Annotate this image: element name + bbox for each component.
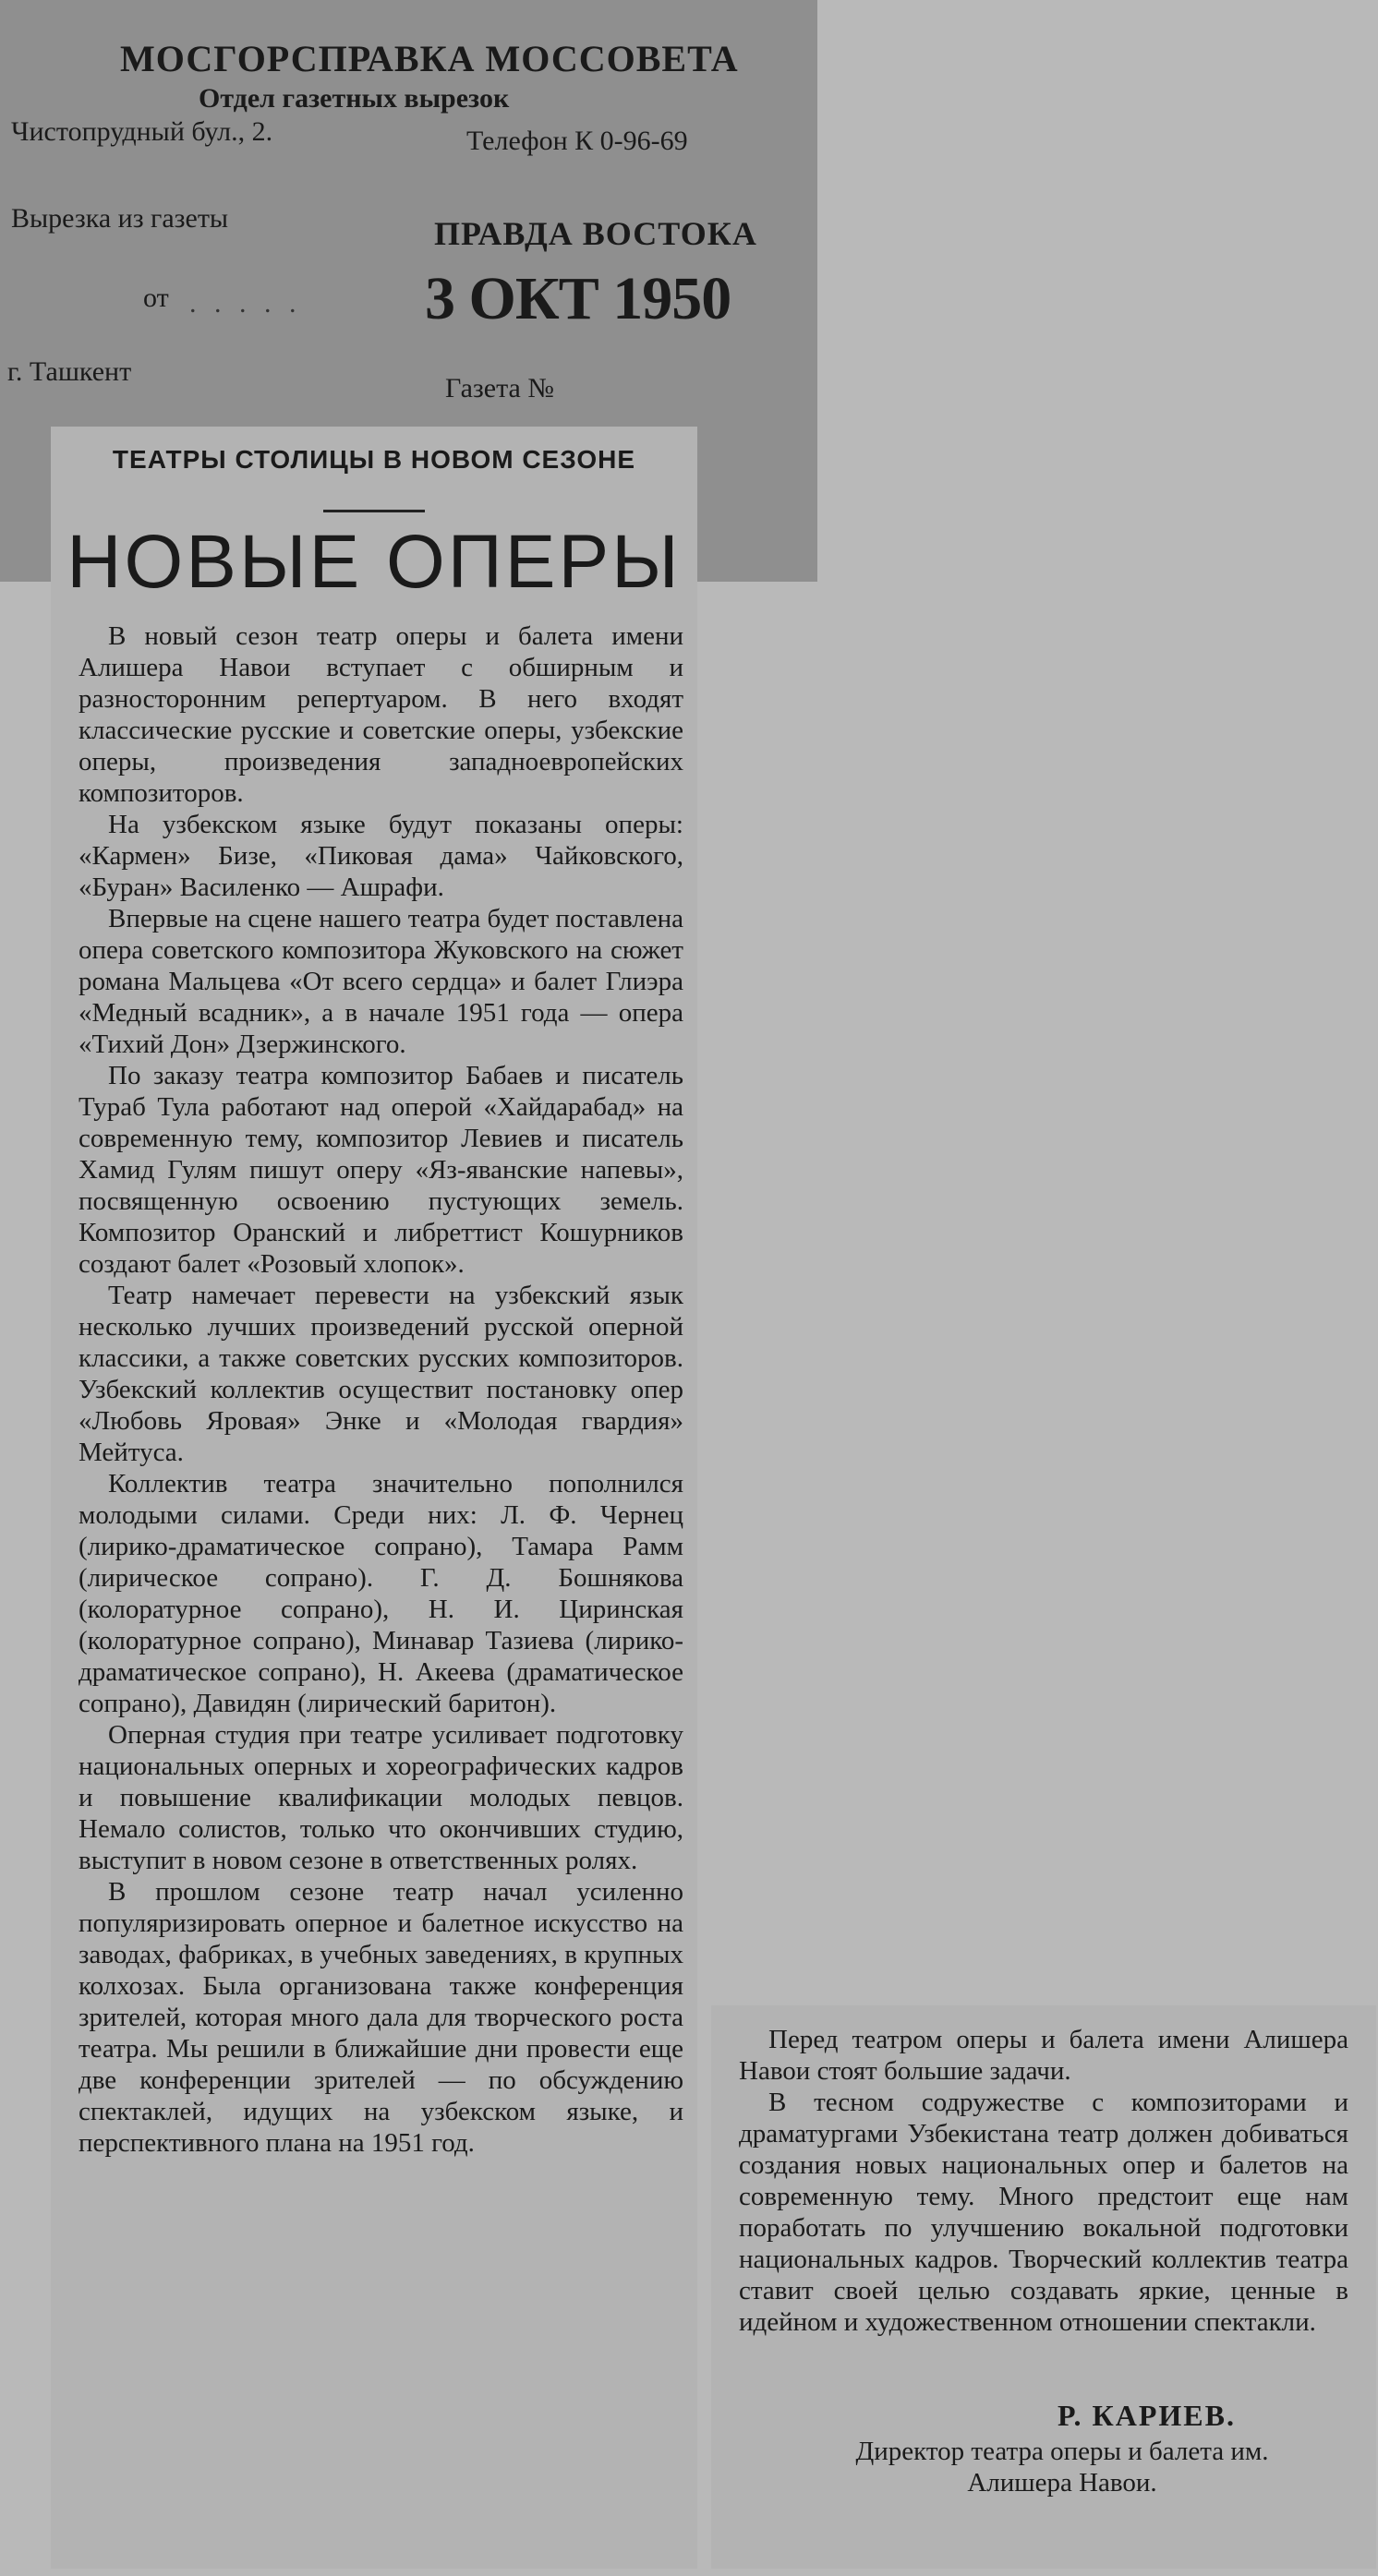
author-title: Директор театра оперы и балета им. Алишера Навои.	[855, 2437, 1269, 2498]
article-column-2	[739, 2024, 1348, 2338]
paragraph: Оперная студия при театре усиливает подготовку национальных оперных и хореографических кадров и повышение квалификации молодых певцов. Немало солистов, только что окончивших студию, выступит в новом сезоне в ответственных ролях.	[79, 1720, 683, 1875]
department-name: Отдел газетных вырезок	[199, 83, 510, 114]
clipping-label: Вырезка из газеты	[11, 203, 229, 234]
date-stamp: 3 ОКТ 1950	[425, 265, 731, 332]
newspaper-name: ПРАВДА ВОСТОКА	[434, 215, 757, 252]
paragraph: В прошлом сезоне театр начал усиленно популяризировать оперное и балетное искусство на заводах, фабриках, в учебных заведениях, в крупных колхозах. Была организована также конференция зрителей, которая много дала для творческого роста театра. Мы решили в ближайшие дни провести еще две конференции зрителей — по обсуждению спектаклей, идущих на узбекском языке, и перспективного плана на 1951 год.	[79, 1877, 683, 2158]
issue-label: Газета №	[445, 373, 554, 403]
author-signature: Р. КАРИЕВ.	[1058, 2399, 1236, 2432]
paragraph: Театр намечает перевести на узбекский язык несколько лучших произведений русской оперной классики, а также советских русских композиторов. Узбекский коллектив осуществит постановку опер «Любовь Яровая» Энке и «Молодая гвардия» Мейтуса.	[79, 1281, 683, 1467]
article-column-1	[79, 620, 683, 2159]
city: г. Ташкент	[7, 356, 132, 387]
paragraph: В тесном содружестве с композиторами и драматургами Узбекистана театр должен добиваться создания новых национальных опер и балетов на современную тему. Много предстоит еще нам поработать по улучшению вокальной подготовки национальных кадров. Творческий коллектив театра ставит своей целью создавать яркие, ценные в идейном и художественном отношении спектакли.	[739, 2088, 1348, 2337]
from-label: от	[143, 283, 169, 313]
article-clipping-continuation	[711, 2005, 1376, 2569]
address: Чистопрудный бул., 2.	[11, 116, 273, 147]
paragraph: На узбекском языке будут показаны оперы: «Кармен» Бизе, «Пиковая дама» Чайковского, «Буран» Василенко — Ашрафи.	[79, 810, 683, 902]
phone: Телефон К 0-96-69	[466, 126, 688, 156]
dotted-leader: . . . . .	[189, 288, 302, 319]
paragraph: Перед театром оперы и балета имени Алишера Навои стоят большие задачи.	[739, 2025, 1348, 2086]
paragraph: Коллектив театра значительно пополнился молодыми силами. Среди них: Л. Ф. Чернец (лирико-драматическое сопрано), Тамара Рамм (лирическое сопрано). Г. Д. Бошнякова (колоратурное сопрано), Н. И. Циринская (колоратурное сопрано), Минавар Тазиева (лирико-драматическое сопрано), Н. Акеева (драматическое сопрано), Давидян (лирический баритон).	[79, 1469, 683, 1718]
organization-name: МОСГОРСПРАВКА МОССОВЕТА	[120, 38, 739, 79]
article-clipping-main	[51, 427, 697, 2569]
rubric: ТЕАТРЫ СТОЛИЦЫ В НОВОМ СЕЗОНЕ	[112, 445, 636, 474]
paragraph: Впервые на сцене нашего театра будет поставлена опера советского композитора Жуковского на сюжет романа Мальцева «От всего сердца» и балет Глиэра «Медный всадник», а в начале 1951 года — опера «Тихий Дон» Дзержинского.	[79, 904, 683, 1059]
paragraph: В новый сезон театр оперы и балета имени Алишера Навои вступает с обширным и разносторонним репертуаром. В него входят классические русские и советские оперы, узбекские оперы, произведения западноевропейских композиторов.	[79, 621, 683, 808]
rubric-rule	[323, 510, 425, 512]
headline: НОВЫЕ ОПЕРЫ	[66, 520, 682, 604]
paragraph: По заказу театра композитор Бабаев и писатель Тураб Тула работают над оперой «Хайдарабад» на современную тему, композитор Левиев и писатель Хамид Гулям пишут оперу «Яз-яванские напевы», посвященную освоению пустующих земель. Композитор Оранский и либреттист Кошурников создают балет «Розовый хлопок».	[79, 1061, 683, 1279]
